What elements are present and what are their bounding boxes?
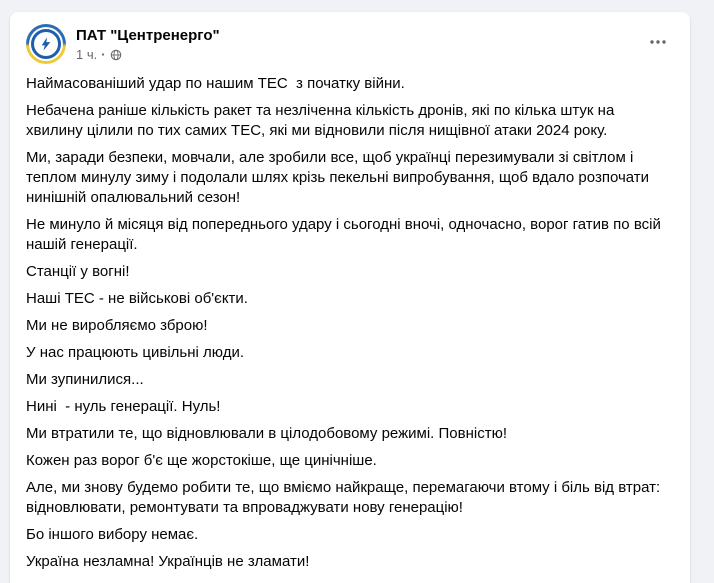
post-paragraph: Але, ми знову будемо робити те, що вміємо найкраще, перемагаючи втому і біль від втрат: відновлювати, ремонтувати та впроваджувати нову генерацію!: [26, 479, 665, 516]
post-paragraph: Україна незламна! Українців не зламати!: [26, 553, 310, 570]
post-content: [26, 74, 674, 572]
post-card: [10, 12, 690, 583]
post-paragraph: Ми не виробляємо зброю!: [26, 317, 208, 334]
lightning-logo-icon: [31, 29, 61, 59]
meta-separator: ·: [101, 47, 106, 62]
header-text-block: [76, 24, 220, 63]
post-paragraph: Ми зупинилися...: [26, 371, 144, 388]
post-paragraph: Кожен раз ворог б'є ще жорстокіше, ще цинічніше.: [26, 452, 377, 469]
ellipsis-icon: [648, 32, 668, 52]
page-name-link[interactable]: ПАТ "Центренерго": [76, 27, 220, 44]
page-avatar[interactable]: [26, 24, 66, 64]
globe-icon: [110, 49, 122, 61]
post-paragraph: Небачена раніше кількість ракет та незліченна кількість дронів, які по кілька штук на хвилину цілили по тих самих ТЕС, які ми відновили після нищівної атаки 2024 року.: [26, 102, 619, 139]
post-paragraph: У нас працюють цивільні люди.: [26, 344, 245, 361]
post-header: [26, 24, 674, 64]
post-paragraph: Ми втратили те, що відновлювали в цілодобовому режимі. Повністю!: [26, 425, 507, 442]
post-paragraph: Не минуло й місяця від попереднього удару і сьогодні вночі, одночасно, ворог гатив по всій нашій генерації.: [26, 216, 665, 253]
more-options-button[interactable]: [642, 26, 674, 58]
post-paragraph: Ми, заради безпеки, мовчали, але зробили все, щоб українці перезимували зі світлом і теплом минулу зиму і подолали шлях крізь пекельні випробування, щоб вдало розпочати нинішній опалювальний сезон!: [26, 149, 654, 206]
post-paragraph: Наймасованіший удар по нашим ТЕС з початку війни.: [26, 75, 405, 92]
post-paragraph: Станції у вогні!: [26, 263, 130, 280]
post-paragraph: Наші ТЕС - не військові об'єкти.: [26, 290, 248, 307]
post-meta: [76, 47, 220, 63]
timestamp-link[interactable]: 1 ч.: [76, 47, 98, 62]
post-paragraph: Нині - нуль генерації. Нуль!: [26, 398, 221, 415]
post-paragraph: Бо іншого вибору немає.: [26, 526, 199, 543]
